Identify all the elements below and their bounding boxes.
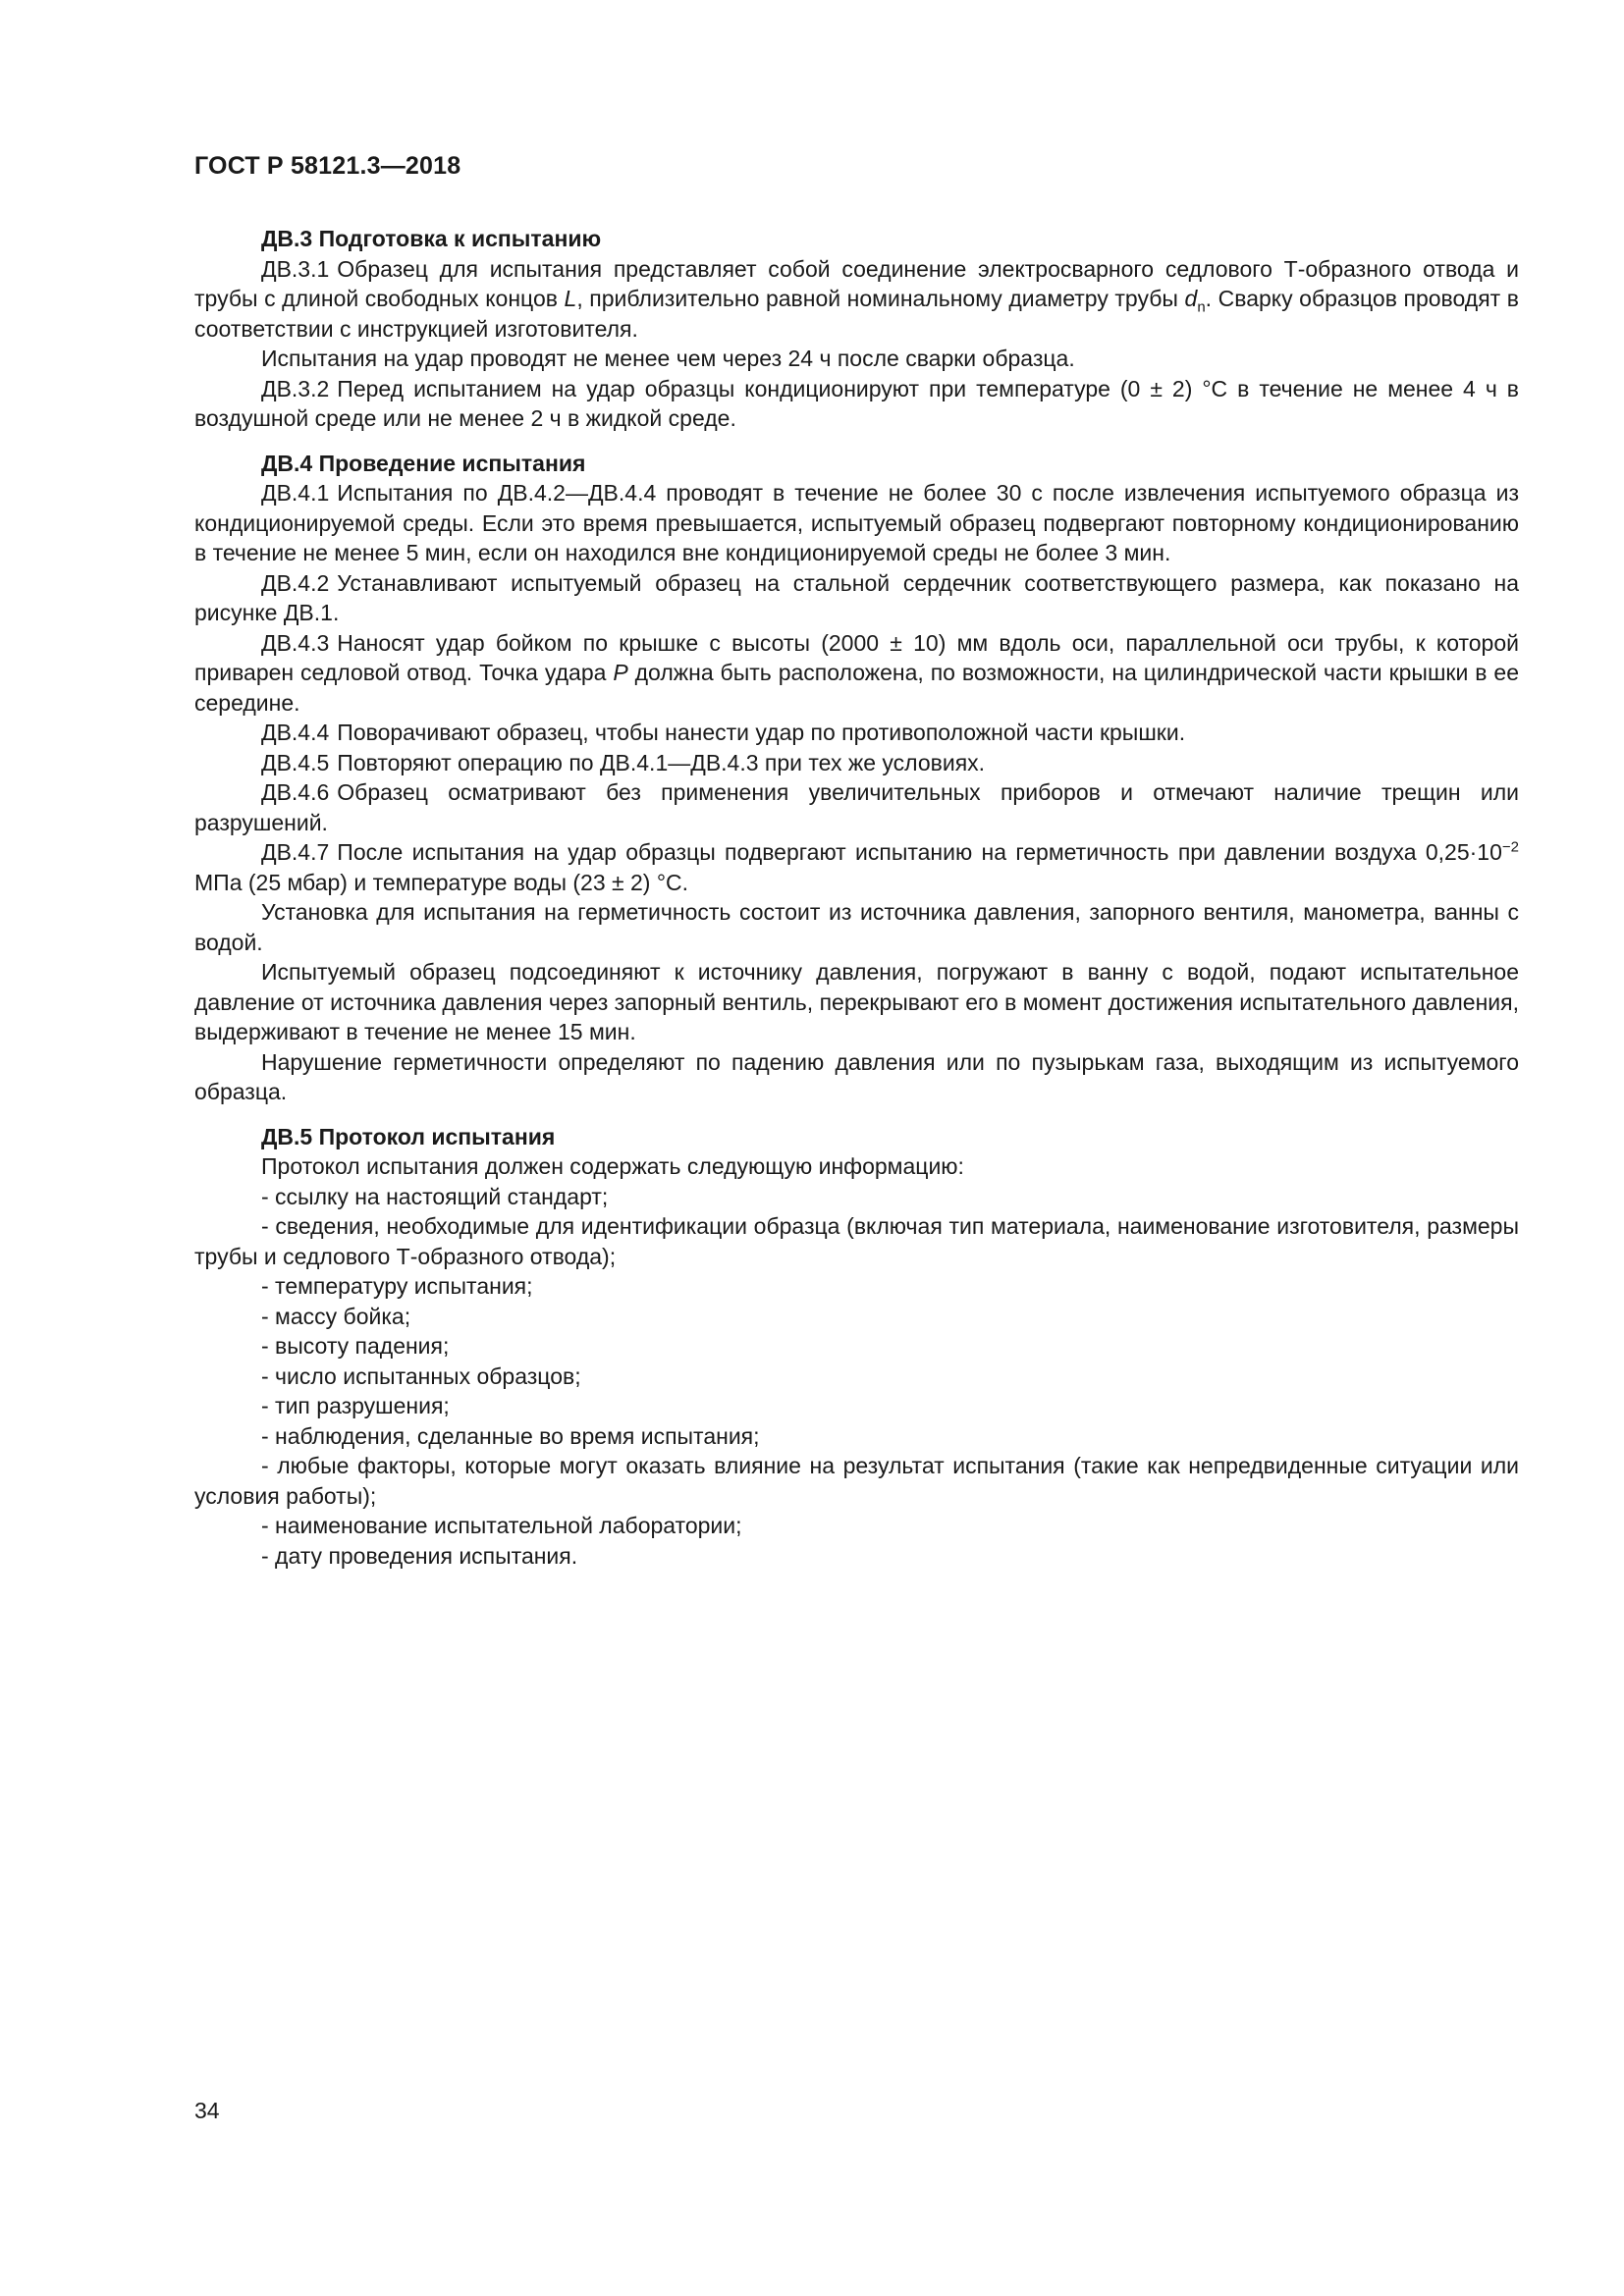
variable-d: d: [1184, 286, 1198, 311]
section-title-dv4: ДВ.4 Проведение испытания: [261, 450, 586, 476]
page-number: 34: [194, 2098, 220, 2123]
paragraph-dv4-3: ДВ.4.3 Наносят удар бойком по крышке с высоты (2000 ± 10) мм вдоль оси, параллельной оси трубы, к которой приварен седловой отвод. Точка удара Р должна быть расположена, по возможности, на цилиндрической части крышки в ее середине.: [194, 629, 1519, 716]
list-item: - тип разрушения;: [261, 1393, 450, 1418]
list-item: - ссылку на настоящий стандарт;: [261, 1183, 609, 1209]
clause-number: ДВ.4.4: [261, 720, 330, 745]
section-title-dv5: ДВ.5 Протокол испытания: [261, 1123, 556, 1149]
document-body: [194, 224, 1519, 1571]
paragraph-dv3-2: ДВ.3.2 Перед испытанием на удар образцы кондиционируют при температуре (0 ± 2) °С в течение не менее 4 ч в воздушной среде или не менее 2 ч в жидкой среде.: [194, 375, 1519, 431]
paragraph-dv3-1: ДВ.3.1 Образец для испытания представляет собой соединение электросварного седлового Т-образного отвода и трубы с длиной свободных концов L, приблизительно равной номинальному диаметру трубы $d_n$. Сварку образцов проводят в соответствии с инструкцией изготовителя.: [194, 255, 1519, 342]
variable-L: L: [564, 286, 577, 311]
list-item: - наблюдения, сделанные во время испытания;: [261, 1422, 760, 1449]
paragraph-dv4-2: ДВ.4.2 Устанавливают испытуемый образец на стальной сердечник соответствующего размера, как показано на рисунке ДВ.1.: [194, 569, 1519, 625]
paragraph-dv5-intro: Протокол испытания должен содержать следующую информацию:: [261, 1153, 964, 1179]
clause-number: ДВ.4.5: [261, 749, 330, 775]
document-code-header: ГОСТ Р 58121.3—2018: [194, 152, 461, 180]
clause-number: ДВ.4.6: [261, 779, 330, 805]
clause-number: ДВ.3.2: [261, 375, 330, 401]
protocol-list: [194, 1182, 1519, 1572]
list-item: - наименование испытательной лаборатории;: [261, 1513, 742, 1538]
section-title-dv3: ДВ.3 Подготовка к испытанию: [261, 226, 602, 251]
clause-number: ДВ.4.2: [261, 569, 330, 596]
paragraph-dv4-6: ДВ.4.6 Образец осматривают без применения увеличительных приборов и отмечают наличие трещин или разрушений.: [194, 779, 1519, 835]
list-item: - сведения, необходимые для идентификации образца (включая тип материала, наименование изготовителя, размеры трубы и седлового Т-образного отвода);: [194, 1213, 1519, 1269]
list-item: - дату проведения испытания.: [261, 1542, 578, 1569]
paragraph-dv4-5: ДВ.4.5 Повторяют операцию по ДВ.4.1—ДВ.4.3 при тех же условиях.: [261, 749, 986, 775]
paragraph-dv4-setup: Установка для испытания на герметичность состоит из источника давления, запорного вентиля, манометра, ванны с водой.: [194, 899, 1519, 955]
subscript-n: n: [1197, 298, 1206, 316]
list-item: - число испытанных образцов;: [261, 1362, 581, 1389]
paragraph-dv4-7: ДВ.4.7 После испытания на удар образцы подвергают испытанию на герметичность при давлении воздуха $0,25\cdot 10^{-2}$ МПа (25 мбар) и температуре воды (23 ± 2) °С.: [194, 838, 1519, 895]
clause-number: ДВ.4.7: [261, 839, 330, 865]
list-item: - любые факторы, которые могут оказать влияние на результат испытания (такие как непредвиденные ситуации или условия работы);: [194, 1453, 1519, 1509]
list-item: - массу бойка;: [261, 1303, 411, 1329]
paragraph-dv4-procedure: Испытуемый образец подсоединяют к источнику давления, погружают в ванну с водой, подают испытательное давление от источника давления через запорный вентиль, перекрывают его в момент достижения испытательного давления, выдерживают в течение не менее 15 мин.: [194, 959, 1519, 1044]
paragraph-dv3-impact-timing: Испытания на удар проводят не менее чем через 24 ч после сварки образца.: [261, 346, 1075, 371]
paragraph-dv4-failure: Нарушение герметичности определяют по падению давления или по пузырькам газа, выходящим из испытуемого образца.: [194, 1048, 1519, 1104]
paragraph-dv4-4: ДВ.4.4 Поворачивают образец, чтобы нанести удар по противоположной части крышки.: [261, 720, 1186, 745]
variable-P: Р: [613, 660, 628, 685]
clause-number: ДВ.3.1: [261, 255, 330, 282]
clause-number: ДВ.4.3: [261, 629, 330, 656]
list-item: - температуру испытания;: [261, 1273, 533, 1299]
list-item: - высоту падения;: [261, 1333, 450, 1359]
superscript-exponent: −2: [1501, 838, 1519, 856]
paragraph-dv4-1: ДВ.4.1 Испытания по ДВ.4.2—ДВ.4.4 проводят в течение не более 30 с после извлечения испытуемого образца из кондиционируемой среды. Если это время превышается, испытуемый образец подвергают повторному кондиционированию в течение не менее 5 мин, если он находился вне кондиционируемой среды не более 3 мин.: [194, 480, 1519, 565]
clause-number: ДВ.4.1: [261, 480, 330, 506]
